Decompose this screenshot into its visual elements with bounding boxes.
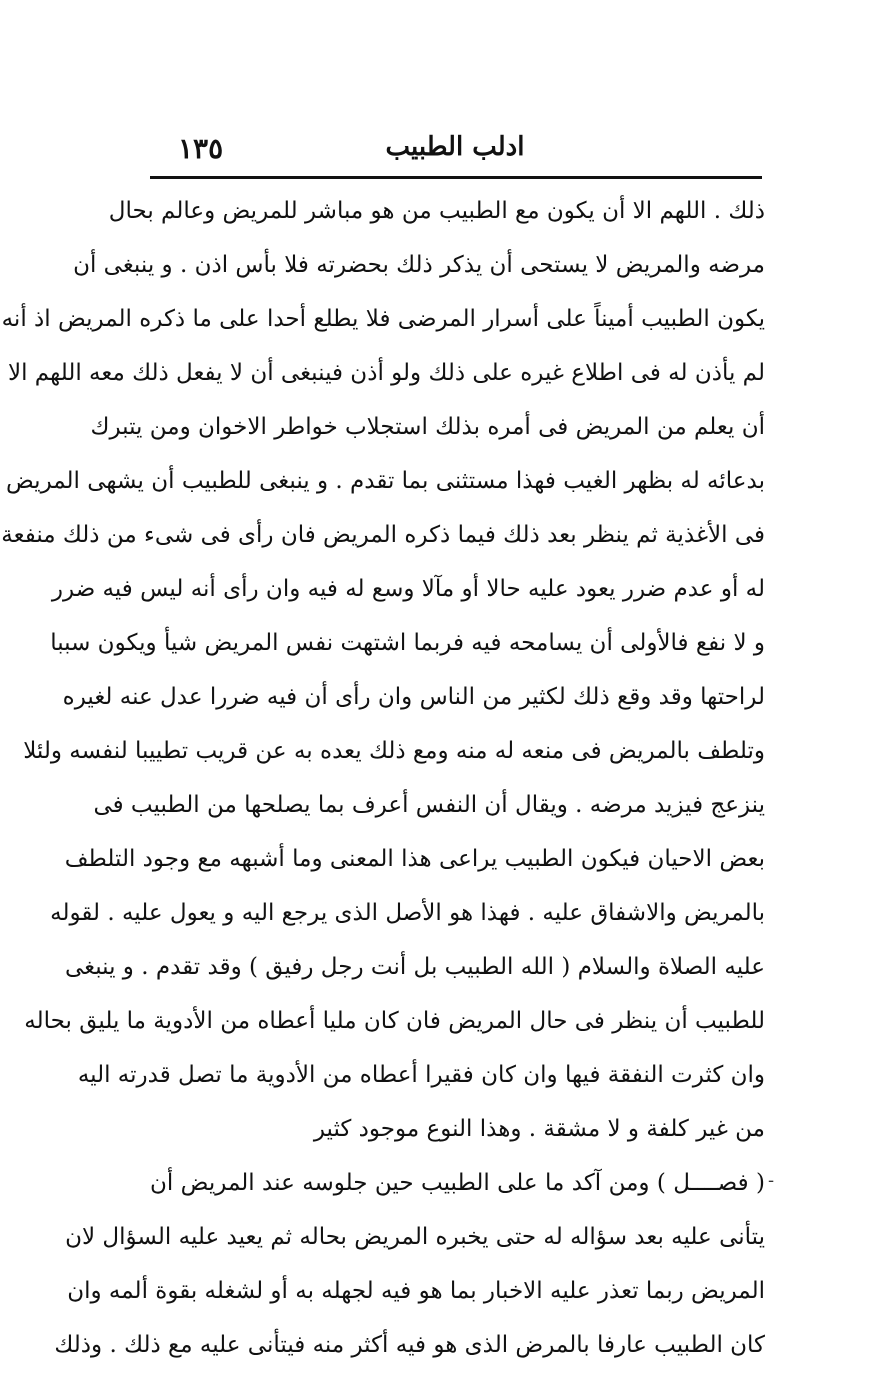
text-line: عليه الصلاة والسلام ( الله الطبيب بل أنت رجل رفيق ) وقد تقدم . و ينبغى xyxy=(64,954,765,980)
text-line: من غير كلفة و لا مشقة . وهذا النوع موجود كثير xyxy=(313,1116,765,1142)
text-line: ينزعج فيزيد مرضه . ويقال أن النفس أعرف بما يصلحها من الطبيب فى xyxy=(93,792,765,818)
text-line: فى الأغذية ثم ينظر بعد ذلك فيما ذكره المريض فان رأى فى شىء من ذلك منفعة xyxy=(1,522,765,548)
text-line: يتأنى عليه بعد سؤاله له حتى يخبره المريض بحاله ثم يعيد عليه السؤال لان xyxy=(65,1224,765,1250)
text-line: لراحتها وقد وقع ذلك لكثير من الناس وان رأى أن فيه ضررا عدل عنه لغيره xyxy=(62,684,765,710)
running-title: ادلب الطبيب xyxy=(385,132,525,162)
page-header xyxy=(150,128,760,172)
text-line: بعض الاحيان فيكون الطبيب يراعى هذا المعنى وما أشبهه مع وجود التلطف xyxy=(64,846,765,872)
page-number: ١٣٥ xyxy=(178,132,224,165)
text-line: بالمريض والاشفاق عليه . فهذا هو الأصل الذى يرجع اليه و يعول عليه . لقوله xyxy=(50,900,765,926)
paragraph-2 xyxy=(54,1156,765,1372)
text-line: مرضه والمريض لا يستحى أن يذكر ذلك بحضرته فلا بأس اذن . و ينبغى أن xyxy=(73,252,765,278)
text-line: له أو عدم ضرر يعود عليه حالا أو مآلا وسع له فيه وان رأى أنه ليس فيه ضرر xyxy=(51,576,765,602)
text-line: المريض ربما تعذر عليه الاخبار بما هو فيه لجهله به أو لشغله بقوة ألمه وان xyxy=(67,1278,765,1304)
text-line: ذلك . اللهم الا أن يكون مع الطبيب من هو مباشر للمريض وعالم بحال xyxy=(108,198,765,224)
text-line: بدعائه له بظهر الغيب فهذا مستثنى بما تقدم . و ينبغى للطبيب أن يشهى المريض xyxy=(5,468,765,494)
text-line: للطبيب أن ينظر فى حال المريض فان كان مليا أعطاه من الأدوية ما يليق بحاله xyxy=(24,1008,765,1034)
header-rule xyxy=(150,176,762,179)
text-line: كان الطبيب عارفا بالمرض الذى هو فيه أكثر منه فيتأنى عليه مع ذلك . وذلك xyxy=(54,1332,765,1358)
section-heading-line: ( فصــــل ) ومن آكد ما على الطبيب حين جلوسه عند المريض أن xyxy=(150,1170,765,1196)
text-line: أن يعلم من المريض فى أمره بذلك استجلاب خواطر الاخوان ومن يتبرك xyxy=(90,414,765,440)
text-line: لم يأذن له فى اطلاع غيره على ذلك ولو أذن فينبغى أن لا يفعل ذلك معه اللهم الا xyxy=(7,360,765,386)
text-line: وان كثرت النفقة فيها وان كان فقيرا أعطاه من الأدوية ما تصل قدرته اليه xyxy=(77,1062,765,1088)
margin-mark: - xyxy=(768,1170,775,1191)
paragraph-1 xyxy=(1,184,765,1156)
text-line: يكون الطبيب أميناً على أسرار المرضى فلا يطلع أحدا على ما ذكره المريض اذ أنه xyxy=(1,306,765,332)
body-text xyxy=(1,184,765,1372)
text-line: و لا نفع فالأولى أن يسامحه فيه فربما اشتهت نفس المريض شيأ ويكون سببا xyxy=(50,630,765,656)
text-line: وتلطف بالمريض فى منعه له منه ومع ذلك يعده به عن قريب تطييبا لنفسه ولئلا xyxy=(23,738,765,764)
